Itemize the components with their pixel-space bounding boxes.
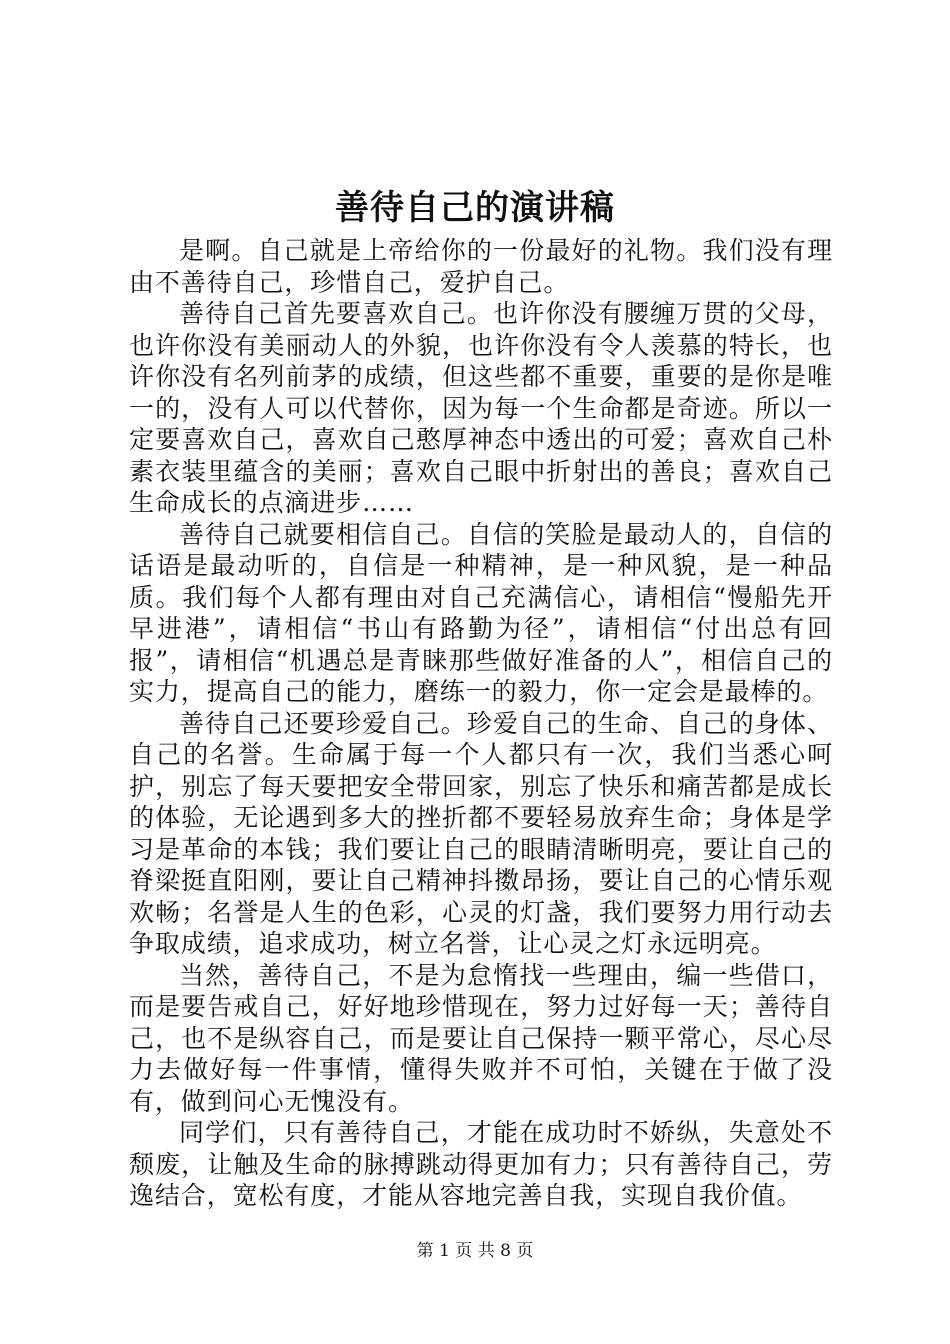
body-paragraph: 是啊。自己就是上帝给你的一份最好的礼物。我们没有理由不善待自己，珍惜自己，爱护自己。 — [129, 236, 833, 297]
body-paragraph: 同学们，只有善待自己，才能在成功时不娇纵，失意处不颓废，让触及生命的脉搏跳动得更加有力；只有善待自己，劳逸结合，宽松有度，才能从容地完善自我，实现自我价值。 — [129, 1118, 833, 1210]
body-paragraph: 当然，善待自己，不是为怠惰找一些理由，编一些借口，而是要告戒自己，好好地珍惜现在，努力过好每一天；善待自己，也不是纵容自己，而是要让自己保持一颗平常心，尽心尽力去做好每一件事情，懂得失败并不可怕，关键在于做了没有，做到问心无愧没有。 — [129, 960, 833, 1116]
body-paragraph: 善待自己首先要喜欢自己。也许你没有腰缠万贯的父母，也许你没有美丽动人的外貌，也许你没有令人羡慕的特长，也许你没有名列前茅的成绩，但这些都不重要，重要的是你是唯一的，没有人可以代替你，因为每一个生命都是奇迹。所以一定要喜欢自己，喜欢自己憨厚神态中透出的可爱；喜欢自己朴素衣装里蕴含的美丽；喜欢自己眼中折射出的善良；喜欢自己生命成长的点滴进步…… — [129, 299, 833, 517]
document-title: 善待自己的演讲稿 — [335, 188, 615, 228]
body-paragraph: 善待自己还要珍爱自己。珍爱自己的生命、自己的身体、自己的名誉。生命属于每一个人都只有一次，我们当悉心呵护，别忘了每天要把安全带回家，别忘了快乐和痛苦都是成长的体验，无论遇到多大的挫折都不要轻易放弃生命；身体是学习是革命的本钱；我们要让自己的眼睛清晰明亮，要让自己的脊梁挺直阳刚，要让自己精神抖擞昂扬，要让自己的心情乐观欢畅；名誉是人生的色彩，心灵的灯盏，我们要努力用行动去争取成绩，追求成功，树立名誉，让心灵之灯永远明亮。 — [129, 708, 833, 958]
body-paragraph: 善待自己就要相信自己。自信的笑脸是最动人的，自信的话语是最动听的，自信是一种精神，是一种风貌，是一种品质。我们每个人都有理由对自己充满信心，请相信“慢船先开早进港”，请相信“书山有路勤为径”，请相信“付出总有回报”，请相信“机遇总是青睐那些做好准备的人”，相信自己的实力，提高自己的能力，磨练一的毅力，你一定会是最棒的。 — [129, 519, 833, 706]
document-body — [129, 235, 833, 1212]
page-number-footer: 第 1 页 共 8 页 — [416, 1241, 534, 1261]
